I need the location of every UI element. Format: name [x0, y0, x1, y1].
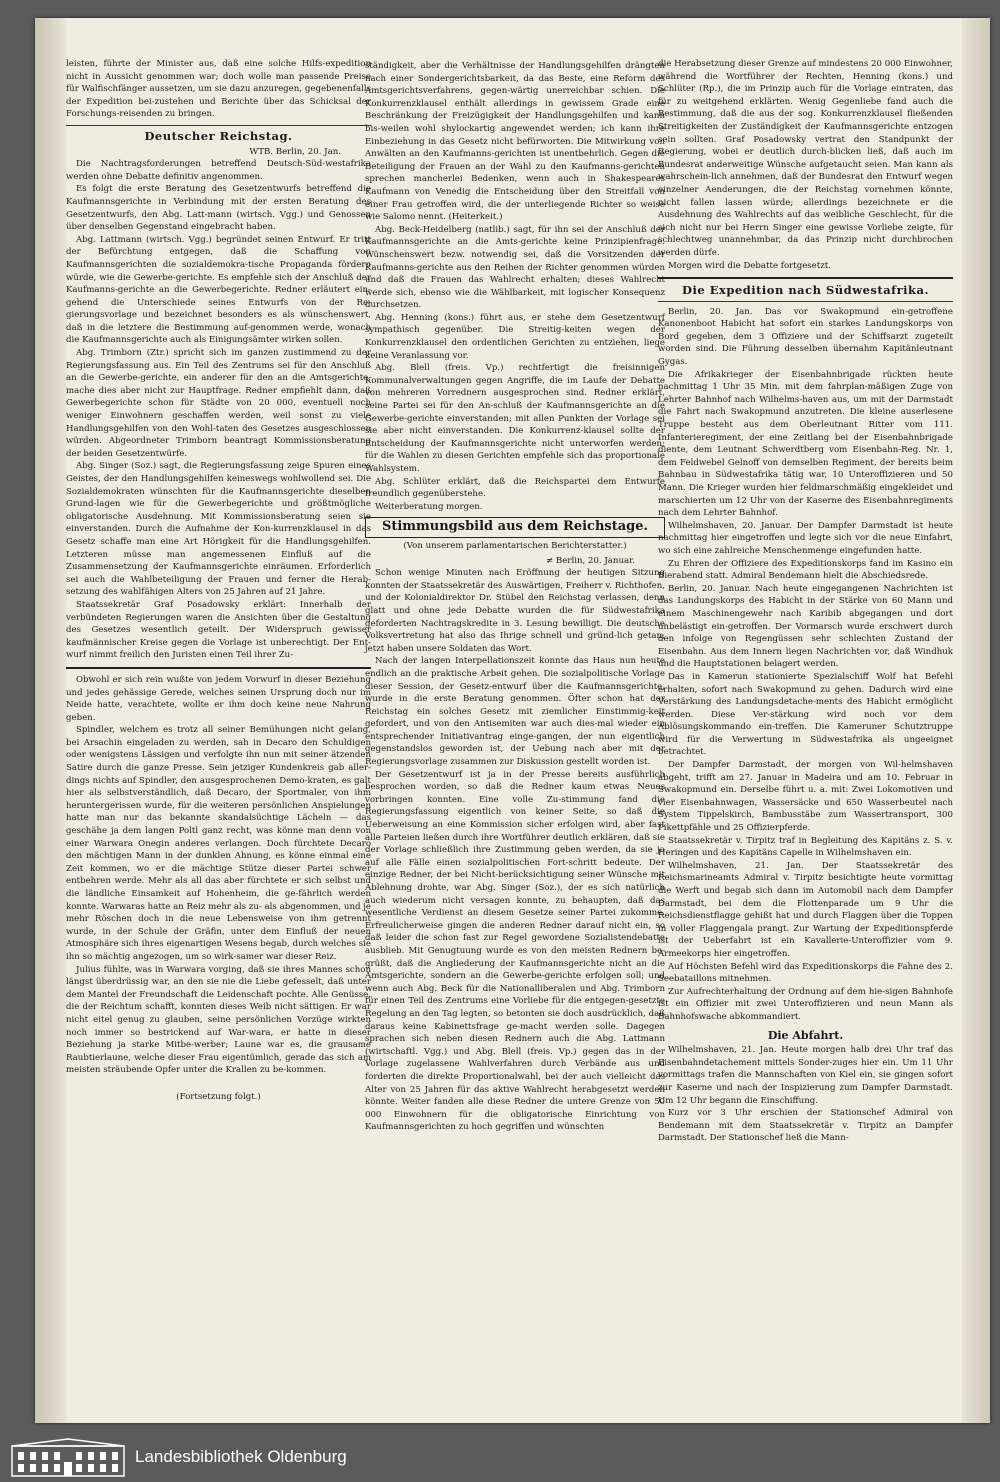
feuilleton-divider [66, 667, 371, 669]
paragraph: die Herabsetzung dieser Grenze auf mindestens 20 000 Einwohner, während die Wortführer der Rechten, Henning (kons.) und Schlüter (Rp.), die im Prinzip auch für die Vorlage eintraten, das für zu weitgehend erklärten. Wenig Gegenliebe fand auch die Bestimmung, daß die aus der sog. Konkurrenzklausel fließenden Streitigkeiten der Zuständigkeit der Kaufmannsgerichte entzogen sein sollten. Graf Posadowsky vertrat den Standpunkt der Regierung, wobei er deutlich durch-blicken ließ, daß auch im Bundesrat anderweitige Wünsche aufgetaucht seien. Man kann als wahrschein-lich annehmen, daß der Bundesrat den Entwurf wegen einzelner Aenderungen, die der Reichstag vornehmen könnte, nicht fallen lassen würde; allerdings bezeichnete er die Ausdehnung des Wahlrechts auf das weibliche Geschlecht, für die sich nicht nur bei Herrn Singer eine gewisse Vorliebe zeigte, für schlechtweg unannehmbar, da das Prinzip nicht durchbrochen werden dürfe. [658, 59, 953, 258]
headline-reichstag: Deutscher Reichstag. [144, 128, 293, 143]
paragraph: Wilhelmshaven, 20. Januar. Der Dampfer Darmstadt ist heute nachmittag hier eingetroffen und legte sich vor die neue Einfahrt, wo sich eine zahlreiche Menschenmenge eingefunden hatte. [658, 520, 953, 556]
column-3 [658, 58, 953, 1145]
library-name: Landesbibliothek Oldenburg [135, 1447, 347, 1466]
continuation-note: (Fortsetzung folgt.) [176, 1091, 261, 1102]
paragraph: Die Nachtragsforderungen betreffend Deutsch-Süd-westafrika werden ohne Debatte definitiv angenommen. [66, 159, 371, 182]
paragraph: Das in Kamerun stationierte Spezialschiff Wolf hat Befehl erhalten, sofort nach Swakopmund zu gehen. Dadurch wird eine Verstärkung des Landungsdetache-ments des Habicht ermöglicht werden. Diese Ver-stärkung wird noch vor dem Ablösungskommando ein-treffen. Die Kameruner Schutztruppe wird für die Verwertung in Südwestafrika als ungeeignet betrachtet. [658, 671, 953, 758]
paragraph: Berlin, 20. Januar. Nach heute eingegangenen Nachrichten ist das Landungskorps des Habicht in der Stärke von 60 Mann und einem Maschinengewehr nach Karibib abgegangen und dort unbelästigt ein-getroffen. Der Vormarsch wurde erschwert durch den infolge von Regengüssen sehr schlechten Zustand der Eisenbahn. Aus dem Innern liegen Nachrichten vor, daß Windhuk und die Hauptstationen belagert werden. [658, 583, 953, 670]
paragraph: Der Dampfer Darmstadt, der morgen von Wil-helmshaven abgeht, trifft am 27. Januar in Madeira und am 10. Februar in Swakopmund ein. Derselbe führt u. a. mit: Zwei Lokomotiven und vier Eisenbahnwagen, Wassersäcke und 650 Wasserbeutel nach System Tippelskirch, Bambusstäbe zum Wassertransport, 300 Pikettpfähle und 25 Offizierpferde. [658, 760, 953, 834]
divider [658, 301, 953, 302]
paragraph: Weiterberatung morgen. [375, 501, 483, 512]
paragraph: Morgen wird die Debatte fortgesetzt. [668, 260, 831, 271]
paragraph: Abg. Lattmann (wirtsch. Vgg.) begründet seinen Entwurf. Er tritt der Befürchtung entgegen, daß die Schaffung von Kaufmannsgerichten die sozialdemokra-tische Propaganda fördern würde, wie die Gewerbe-gerichte. Es empfehle sich der Anschluß der Kaufmanns-gerichte an die Gewerbegerichte. Redner erläutert ein-gehend die Unterschiede seines Entwurfs von der Re-gierungsvorlage und bezeichnet besonders es als wünschenswert, daß in die letztere die Bestimmung auf-genommen werde, wonach die Kaufmannsgerichte auch als Einigungsämter wirken sollen. [66, 234, 371, 346]
paragraph: leisten, führte der Minister aus, daß eine solche Hilfs-expedition nicht in Aussicht genommen war; doch wolle man passende Preise für Walfischfänger aussetzen, um sie dazu anzuregen, gegebenenfalls der Expedition bei-zustehen und Berichte über das Schicksal der Forschungs-reisenden zu bringen. [66, 59, 371, 120]
feuilleton-paragraph: Obwohl er sich rein wußte von jedem Vorwurf in dieser Beziehung und jedes gehässige Gerede, welches seinen Ursprung doch nur im Neide hatte, verachtete, wollte er ihm doch keine neue Nahrung geben. [66, 674, 371, 723]
paragraph: Wilhelmshaven, 21. Jan. Der Staatssekretär des Reichsmarineamts Admiral v. Tirpitz besichtigte heute vormittag die Werft und begab sich dann im Automobil nach dem Dampfer Darmstadt, bei dem die Flottenparade um 9 Uhr die Reichsdienstflagge gehißt hat und durch Flaggen über die Toppen in voller Flaggengala prangt. Zur Wartung der Expeditionspferde ist der Ueberfahrt ist ein Kavallerie-Unteroffizier vom 9. Armeekorps hier eingetroffen. [658, 860, 953, 959]
paragraph: Abg. Singer (Soz.) sagt, die Regierungsfassung zeige Spuren eines Geistes, der den Handlungsgehilfen keineswegs wohlwollend sei. Die Sozialdemokraten wünschten für die Kaufmannsgerichte dieselben Grund-lagen wie für die Gewerbegerichte und größtmögliche obligatorische Ausdehnung. Mit Kommissionsberatung seien sie einverstanden. Durch die Aufnahme der Kon-kurrenzklausel in das Gesetz schaffe man eine Art Hörigkeit für die Handlungsgehilfen. Letzteren müsse man angemessenen Einfluß auf die Zusammensetzung der Kaufmannsgerichte einräumen. Erforderlich sei auch die Wahlbeteiligung der Frauen und ferner die Herab-setzung des wahlfähigen Alters von 25 Jahren auf 21 Jahre. [66, 461, 371, 598]
paragraph: Die Afrikakrieger der Eisenbahnbrigade rückten heute nachmittag 1 Uhr 35 Min. mit dem fahrplan-mäßigen Zuge von Lehrter Bahnhof nach Wilhelms-haven aus, um mit der Darmstadt die Fahrt nach Swakopmund anzutreten. Die kleine auserlesene Truppe besteht aus dem Oberleutnant Ritter vom 111. Infanterieregiment, der eine Zeitlang bei der Eisenbahnbrigade diente, dem Leutnant Schwerdtberg vom Eisenbahn-Reg. Nr. 1, dem Feldwebel Gelnoff von demselben Regiment, der bereits beim Bahnbau in Südwestafrika tätig war, 10 Unteroffizieren und 50 Mann. Die Krieger wurden hier feldmarschmäßig eingekleidet und marschierten um 12 Uhr von der Kaserne des Eisenbahnregiments nach dem Lehrter Bahnhof. [658, 369, 953, 519]
paragraph: Staatssekretär v. Tirpitz traf in Begleitung des Kapitäns z. S. v. Heringen und des Kapitäns Capelle in Wilhelmshaven ein. [658, 835, 953, 859]
headline-expedition: Die Expedition nach Südwestafrika. [682, 283, 929, 298]
paragraph: Nach der langen Interpellationszeit konnte das Haus nun heute endlich an die praktische Arbeit gehen. Die sozialpolitische Vorlage dieser Session, der Gesetz-entwurf über die Kaufmannsgerichte, wurde in die erste Beratung genommen. Öfter schon hat der Reichstag ein solches Gesetz mit ziemlicher Einstimmig-keit gefordert, und von den Antisemiten war auch dies-mal wieder ein entsprechender Initiativantrag einge-gangen, der nun eigentlich gegenstandslos geworden ist, der Uebung nach aber mit der Regierungsvorlage zusammen zur Diskussion gestellt worden ist. [365, 656, 665, 768]
feuilleton-paragraph: Julius fühlte, was in Warwara vorging, daß sie ihres Mannes schon längst überdrüssig war, an den sie nie die Liebe gefesselt, daß unter dem Mantel der Freundschaft die Leidenschaft pochte. Alle Genüsse, die der Reichtum schafft, konnten dieses Weib nicht sättigen. Er war nicht eitel genug zu glauben, seine persönlichen Vorzüge wirkten noch immer so bestrickend auf War-wara, er hatte in dieser Beziehung ja starke Mitbe-werber; Laune war es, die grausame Raubtierlaune, welche dieser Frau eigentümlich, gerade das sich am meisten sträubende Opfer unter die Krallen zu be-kommen. [66, 964, 371, 1076]
paragraph: ständigkeit, aber die Verhältnisse der Handlungsgehilfen drängten nach einer Sondergerichtsbarkeit, da das Beste, eine Reform des Amtsgerichtsverfahrens, gegen-wärtig unerreichbar schien. Die Konkurrenzklausel enthält allerdings in gewissem Grade eine Beschränkung der Freizügigkeit der Handlungsgehilfen und kann bis-weilen wohl shylockartig angewendet werden; ich kann ihre Einbeziehung in das Gesetz nicht befürworten. Die Mitwirkung von Anwälten an den Kaufmanns-gerichten ist unentbehrlich. Gegen die Beteiligung der Frauen an der Wahl zu den Kaufmanns-gerichten sprechen mancherlei Bedenken, wenn auch in Shakespeares Kaufmann von Venedig die Entscheidung über den Streitfall von einer Frau getroffen wird, die der unterliegende Richter so weise wie Salomo nennt. (Heiterkeit.) [365, 61, 665, 223]
paragraph: Abg. Schlüter erklärt, daß die Reichspartei dem Entwurfe freundlich gegenüberstehe. [365, 476, 665, 500]
paragraph: Schon wenige Minuten nach Eröffnung der heutigen Sitzung konnten der Staatssekretär des Auswärtigen, Freiherr v. Richthofen, und der Kolonialdirektor Dr. Stübel den Reichstag verlassen, denn glatt und ohne jede Debatte wurden die für Südwestafrika geforderten Nachtragskredite in 3. Lesung bewilligt. Die deutsche Volksvertretung hat also das Ihrige schnell und gründ-lich getan; jetzt haben unsere Soldaten das Wort. [365, 568, 665, 654]
dateline: ≠ Berlin, 20. Januar. [546, 555, 635, 566]
page-edge [962, 18, 990, 1423]
byline: (Von unserem parlamentarischen Berichterstatter.) [403, 540, 627, 551]
divider [66, 125, 371, 126]
footer-bar [0, 1432, 1000, 1482]
paragraph: Zur Aufrechterhaltung der Ordnung auf dem hie-sigen Bahnhofe ist ein Offizier mit zwei Unteroffizieren und neun Mann als Bahnhofswache abkommandiert. [658, 986, 953, 1022]
paragraph: Zu Ehren der Offiziere des Expeditionskorps fand im Kasino ein Bierabend statt. Admiral Bendemann hielt die Abschiedsrede. [658, 558, 953, 582]
page-gutter [35, 18, 67, 1423]
paragraph: Staatssekretär Graf Posadowsky erklärt: Innerhalb der verbündeten Regierungen waren die Ansichten über die Gestaltung des Gesetzes wesentlich geteilt. Der Widerspruch gewisser kaufmännischer Kreise gegen die Vorlage ist unberechtigt. Der Ent-wurf nimmt freilich den Juristen einen Teil ihrer Zu- [66, 599, 371, 661]
paragraph: Es folgt die erste Beratung des Gesetzentwurfs betreffend die Kaufmannsgerichte in Verbindung mit der ersten Beratung des Gesetzentwurfs, den Abg. Latt-mann (wirtsch. Vgg.) und Genossen über denselben Gegenstand eingebracht haben. [66, 184, 371, 233]
paragraph: Wilhelmshaven, 21. Jan. Heute morgen halb drei Uhr traf das Eisenbahndetachement mittels Sonder-zuges hier ein. Um 11 Uhr vormittags trafen die Mannschaften von Kiel ein, sie gingen sofort zur Kaserne und nach der Inspizierung zum Dampfer Darmstadt. Um 12 Uhr begann die Einschiffung. [658, 1045, 953, 1106]
paragraph: Abg. Blell (freis. Vp.) rechtfertigt die freisinnigen Kommunalverwaltungen gegen Angriffe, die im Laufe der Debatte von mehreren Vorrednern ausgesprochen sind. Redner erklärt, seine Partei sei für den An-schluß der Kaufmannsgerichte an die Gewerbe-gerichte einverstanden; mit allen Punkten der Vorlage sei sie aber nicht einverstanden. Die Konkurrenz-klausel sollte der Entscheidung der Kaufmannsgerichte nicht unterworfen werden; für die Wahlen zu diesen Gerichten empfehle sich das proportionale Wahlsystem. [365, 363, 665, 474]
paragraph: Berlin, 20. Jan. Das vor Swakopmund ein-getroffene Kanonenboot Habicht hat sofort ein starkes Landungskorps von Bord gegeben, dem 3 Offiziere und der Schiffsarzt zugeteilt worden sind. Die Führung desselben übernahm Kapitänleutnant Gygas. [658, 306, 953, 368]
paragraph: Abg. Henning (kons.) führt aus, er stehe dem Gesetzentwurf sympathisch gegenüber. Die Streitig-keiten wegen der Konkurrenzklausel den ordentlichen Gerichten zu entziehen, liege keine Veranlassung vor. [365, 312, 665, 361]
paragraph: Abg. Trimborn (Ztr.) spricht sich im ganzen zustimmend zu der Regierungsfassung aus. Ein Teil des Zentrums sei für den Anschluß an die Gewerbe-gerichte, ein anderer für den an die Amtsgerichte, mache dies aber nicht zur Hauptfrage. Redner empfiehlt dann, daß Gewerbegerichte schon für Städte von 20 000, eventuell noch weniger Einwohnern geschaffen werden, weil sonst zu viele Handlungsgehilfen von den Wohl-taten des Gesetzes ausgeschlossen würden. Abgeordneter Trimborn beantragt Kommissionsberatung der beiden Gesetzentwürfe. [66, 348, 371, 459]
subheadline-abfahrt: Die Abfahrt. [767, 1028, 844, 1042]
paragraph: Auf Höchsten Befehl wird das Expeditionskorps die Fahne des 2. Seebataillons mitnehmen. [658, 961, 953, 985]
paragraph: Abg. Beck-Heidelberg (natlib.) sagt, für ihn sei der Anschluß der Kaufmannsgerichte an die Amts-gerichte keine Prinzipienfrage. Wünschenswert bezw. notwendig sei, daß die Vorsitzenden der Kaufmanns-gerichte aus den Reihen der Richter genommen würden und daß die Frauen das Wahlrecht erhalten; dieses Wahlrecht werde sich, ebenso wie die Wählbarkeit, mit logischer Konsequenz durchsetzen. [365, 224, 665, 311]
column-1 [66, 58, 371, 1104]
paragraph: Kurz vor 3 Uhr erschien der Stationschef Admiral von Bendemann mit dem Staatssekretär v. Tirpitz an Dampfer Darmstadt. Der Stationschef ließ die Mann- [658, 1108, 953, 1144]
headline-stimmungsbild: Stimmungsbild aus dem Reichstage. [365, 517, 665, 538]
library-building-logo [10, 1438, 126, 1478]
column-2 [365, 60, 665, 1134]
feuilleton-paragraph: Spindler, welchem es trotz all seiner Bemühungen nicht gelang, bei Arsachin eingeladen zu werden, sah in Decaro den Schuldigen oder wenigstens Lässigen und verfolgte ihn nun mit seiner ätzenden Satire durch die ganze Presse. Sein jetziger Kundenkreis gab aller-dings nichts auf Spindler, den ausgesprochenen Demo-kraten, es galt hier als selbstverständlich, daß Decaro, der Sportmaler, von ihm heruntergerissen wurde, für die weiteren persönlichen Anspielungen hatte man nur das bekannte skandalsüchtige Lächeln — das geschähe ja dem langen Poltl ganz recht, was könne man denn von einer Warwara Onegin anderes verlangen. Doch fürchtete Decaro den mächtigen Mann in der dunklen Ahnung, es könne einmal eine Zeit kommen, wo er die mächtige Stütze dieser Partei schwer entbehren werde. Mehr als all das aber fürchtete er sich selbst und die ländliche Einsamkeit auf Hohenheim, die ge-fährlich werden konnte. Warwaras hatte an Reiz mehr als zu- als abgenommen, und je mehr Röschen doch in die neue Lebensweise von ihm getrennt wurde, in der Schule der Gräfin, unter dem Einfluß der neuen Atmosphäre sich ihres eigenartigen Wesens begab, durch welches sie ihn so mächtig angezogen, um so wirk-samer war dieser Reiz. [66, 725, 371, 962]
divider [658, 277, 953, 279]
paragraph: Der Gesetzentwurf ist ja in der Presse bereits ausführlich besprochen worden, so daß die Redner kaum etwas Neues vorbringen konnten. Eine volle Zu-stimmung fand die Regierungsfassung eigentlich von keiner Seite, so daß die Ueberweisung an eine Kommission sicher erfolgen wird, aber fast alle Parteien ließen durch ihre Wortführer deutlich erklären, daß sie der Vorlage schließlich ihre Zustimmung geben werden, da sie ja auf alle Fälle einen sozialpolitischen Fort-schritt bedeute. Der einzige Redner, der bei Nicht-berücksichtigung seiner Wünsche mit Ablehnung drohte, war Abg. Singer (Soz.), der es sich natürlich auch wiederum nicht versagen konnte, zu behaupten, daß das wesentliche Verdienst an diesem Gesetze seiner Partei zukomme. Erfreulicherweise gingen die anderen Redner darauf nicht ein, so daß leider die schon fast zur Regel gewordene Sozialistendebatte ausblieb. Mit Genugtuung wurde es von den meisten Rednern be-grüßt, daß die Angliederung der Kaufmannsgerichte nicht an die Amtsgerichte, sondern an die Gewerbe-gerichte erfolgen soll; und wenn auch Abg. Beck für die Nationalliberalen und Abg. Trimborn für einen Teil des Zentrums eine Vorliebe für die entgegen-gesetzte Regelung an den Tag legten, so betonten sie doch ausdrücklich, daß daraus keine Kabinettsfrage ge-macht werden solle. Dagegen sprachen sich neben diesen Rednern auch die Abg. Lattmann (wirtschaftl. Vgg.) und Abg. Blell (freis. Vp.) gegen das in der Vorlage zugelassene Wahlverfahren durch Verbände aus und forderten die direkte Proportionalwahl, bei der auch vielleicht das Alter von 25 Jahren für das aktive Wahlrecht herabgesetzt werden könnte. Weiter fanden alle diese Redner die untere Grenze von 50 000 Einwohnern für die obligatorische Einrichtung von Kaufmannsgerichten zu hoch gegriffen und wünschten [365, 769, 665, 1133]
dateline: WTB. Berlin, 20. Jan. [249, 146, 341, 157]
